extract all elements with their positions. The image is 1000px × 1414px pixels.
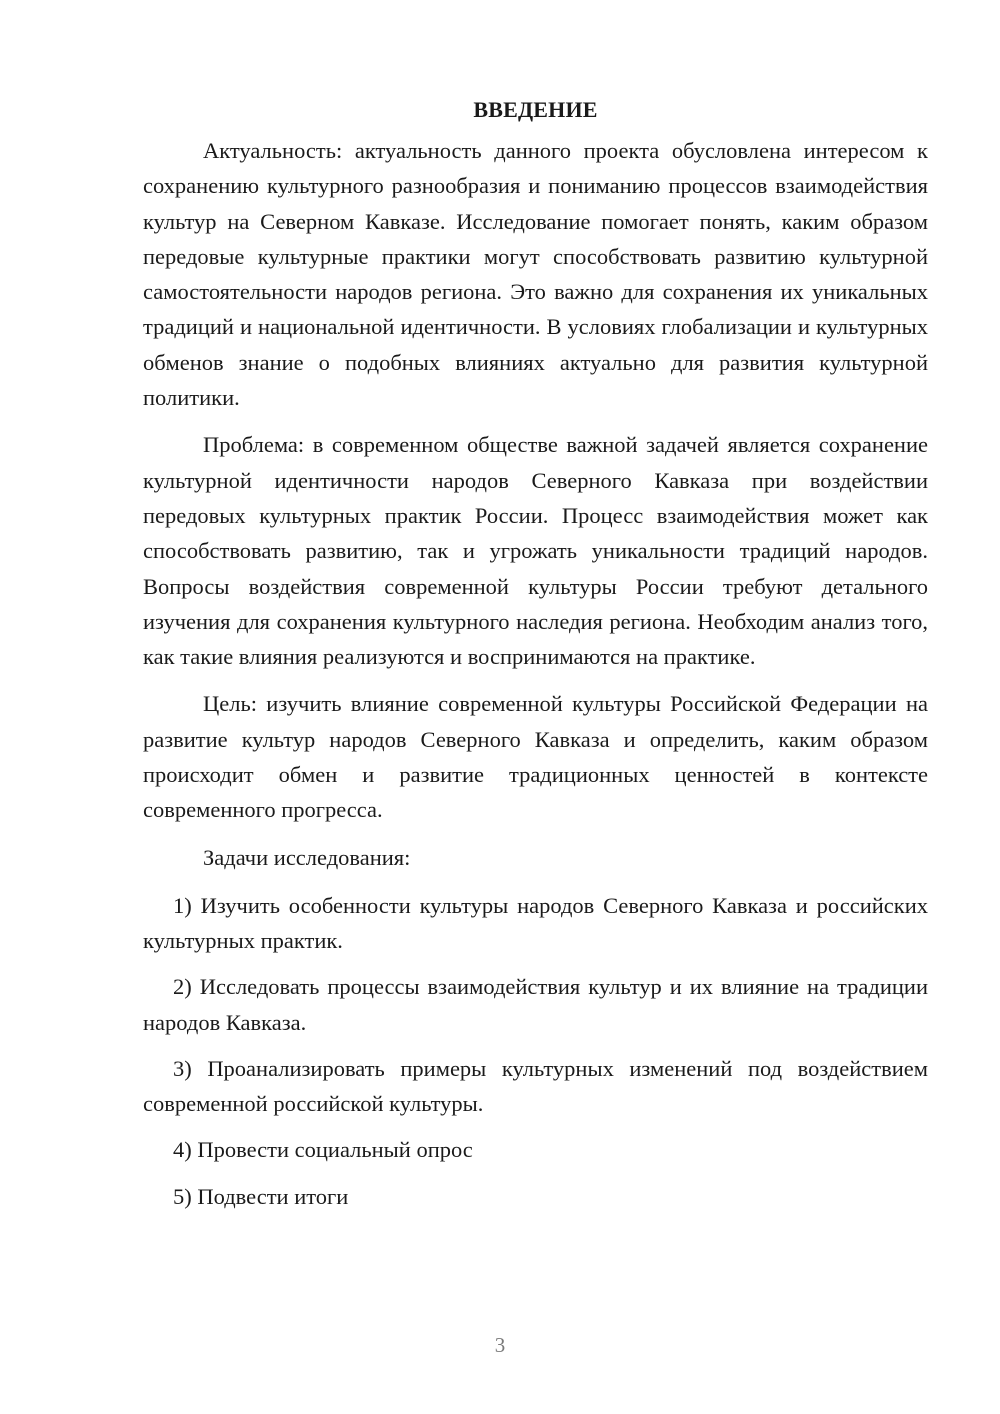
list-item: 4) Провести социальный опрос — [173, 1137, 473, 1163]
list-item: 1) Изучить особенности культуры народов Северного Кавказа и российских культурных практик. — [143, 892, 928, 953]
paragraph-problem: Проблема: в современном обществе важной задачей является сохранение культурной идентичности народов Северного Кавказа при воздействии передовых культурных практик России. Процесс взаимодействия может как способствовать развитию, так и угрожать уникальности традиций народов. Вопросы воздействия современной культуры России требуют детального изучения для сохранения культурного наследия региона. Необходим анализ того, как такие влияния реализуются и воспринимаются на практике. — [143, 432, 928, 670]
tasks-heading: Задачи исследования: — [203, 844, 411, 870]
paragraph-goal: Цель: изучить влияние современной культуры Российской Федерации на развитие культур народов Северного Кавказа и определить, каким образом происходит обмен и развитие традиционных ценностей в контексте современного прогресса. — [143, 691, 928, 823]
document-page — [143, 92, 928, 1225]
list-item: 2) Исследовать процессы взаимодействия культур и их влияние на традиции народов Кавказа. — [143, 974, 928, 1035]
page-number: 3 — [494, 1333, 506, 1357]
list-item: 3) Проанализировать примеры культурных изменений под воздействием современной российской культуры. — [143, 1055, 928, 1117]
paragraph-relevance: Актуальность: актуальность данного проекта обусловлена интересом к сохранению культурного разнообразия и пониманию процессов взаимодействия культур на Северном Кавказе. Исследование помогает понять, каким образом передовые культурные практики могут способствовать развитию культурной самостоятельности народов региона. Это важно для сохранения их уникальных традиций и национальной идентичности. В условиях глобализации и культурных обменов знание о подобных влияниях актуально для развития культурной политики. — [143, 138, 928, 411]
page-title: ВВЕДЕНИЕ — [473, 97, 598, 122]
list-item: 5) Подвести итоги — [173, 1183, 349, 1209]
